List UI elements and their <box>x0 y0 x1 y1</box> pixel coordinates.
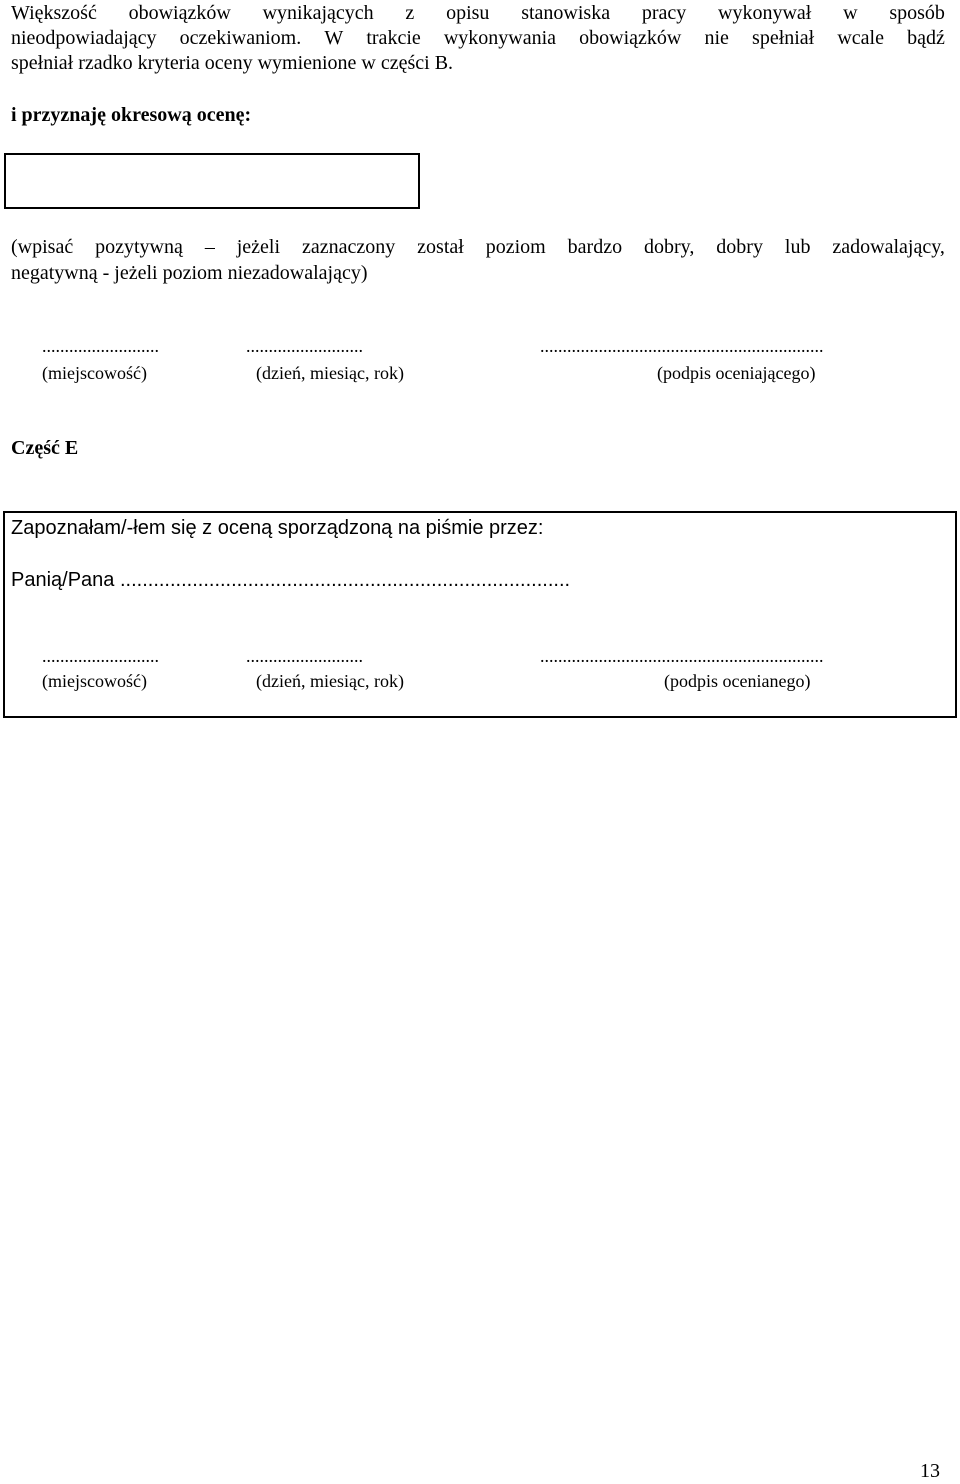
paragraph-line-2-word: trakcie <box>366 27 421 49</box>
paragraph-line-2-word: wykonywania <box>443 27 557 49</box>
instruction-line-1-word: dobry <box>716 236 763 258</box>
date-dots-line: .......................... <box>246 336 363 356</box>
instruction-line-1-word: zaznaczony <box>301 236 396 258</box>
evaluator-name-line: Panią/Pana ................................................................................. <box>11 569 571 591</box>
part-e-heading: Część E <box>11 437 79 459</box>
paragraph-line-1-word: sposób <box>889 2 945 24</box>
paragraph-line-2-word: nieodpowiadający <box>11 27 157 49</box>
instruction-line-1-word: – <box>204 236 215 258</box>
grade-input-box[interactable] <box>4 153 420 209</box>
place-dots-line-e: .......................... <box>42 646 159 666</box>
paragraph-line-2-word: nie <box>704 27 729 49</box>
paragraph-line-2-word: spełniał <box>752 27 815 49</box>
paragraph-line-2-word: wcale <box>837 27 884 49</box>
paragraph-line-2-word: W <box>324 27 344 49</box>
instruction-line-1-word: pozytywną <box>95 236 183 258</box>
place-label: (miejscowość) <box>42 363 147 383</box>
acknowledgement-text: Zapoznałam/-łem się z oceną sporządzoną na piśmie przez: <box>11 517 544 539</box>
instruction-line-1-word: bardzo <box>567 236 623 258</box>
instruction-line-1 <box>11 234 945 260</box>
paragraph-line-2-word: oczekiwaniom. <box>179 27 302 49</box>
place-label-e: (miejscowość) <box>42 671 147 691</box>
paragraph-line-1-word: Większość <box>11 2 97 24</box>
paragraph-line-2 <box>11 25 945 51</box>
paragraph-line-2-word: bądź <box>907 27 945 49</box>
paragraph-line-1-word: w <box>843 2 858 24</box>
paragraph-line-1-word: wykonywał <box>718 2 812 24</box>
paragraph-line-2-word: obowiązków <box>579 27 682 49</box>
instruction-line-1-word: poziom <box>485 236 546 258</box>
paragraph-line-1-word: opisu <box>446 2 490 24</box>
evaluator-signature-label: (podpis oceniającego) <box>657 363 816 383</box>
instruction-line-1-word: dobry, <box>644 236 695 258</box>
instruction-line-2: negatywną - jeżeli poziom niezadowalający) <box>11 262 368 284</box>
grade-heading: i przyznaję okresową ocenę: <box>11 104 252 126</box>
date-dots-line-e: .......................... <box>246 646 363 666</box>
instruction-line-1-word: (wpisać <box>11 236 74 258</box>
paragraph-line-1-word: obowiązków <box>128 2 231 24</box>
instruction-line-1-word: został <box>417 236 464 258</box>
signature-dots-line-e: ............................................................... <box>540 646 824 666</box>
place-dots-line: .......................... <box>42 336 159 356</box>
paragraph-line-1-word: pracy <box>641 2 687 24</box>
date-label-e: (dzień, miesiąc, rok) <box>256 671 404 691</box>
paragraph-line-3: spełniał rzadko kryteria oceny wymienione w części B. <box>11 52 454 74</box>
paragraph-line-1 <box>11 0 945 26</box>
instruction-line-1-word: lub <box>784 236 811 258</box>
instruction-line-1-word: jeżeli <box>236 236 281 258</box>
evaluated-signature-label: (podpis ocenianego) <box>664 671 811 691</box>
page-number: 13 <box>920 1460 940 1482</box>
paragraph-line-1-word: stanowiska <box>521 2 611 24</box>
paragraph-line-1-word: z <box>405 2 415 24</box>
date-label: (dzień, miesiąc, rok) <box>256 363 404 383</box>
signature-dots-line: ............................................................... <box>540 336 824 356</box>
paragraph-line-1-word: wynikających <box>262 2 374 24</box>
instruction-line-1-word: zadowalający, <box>832 236 945 258</box>
